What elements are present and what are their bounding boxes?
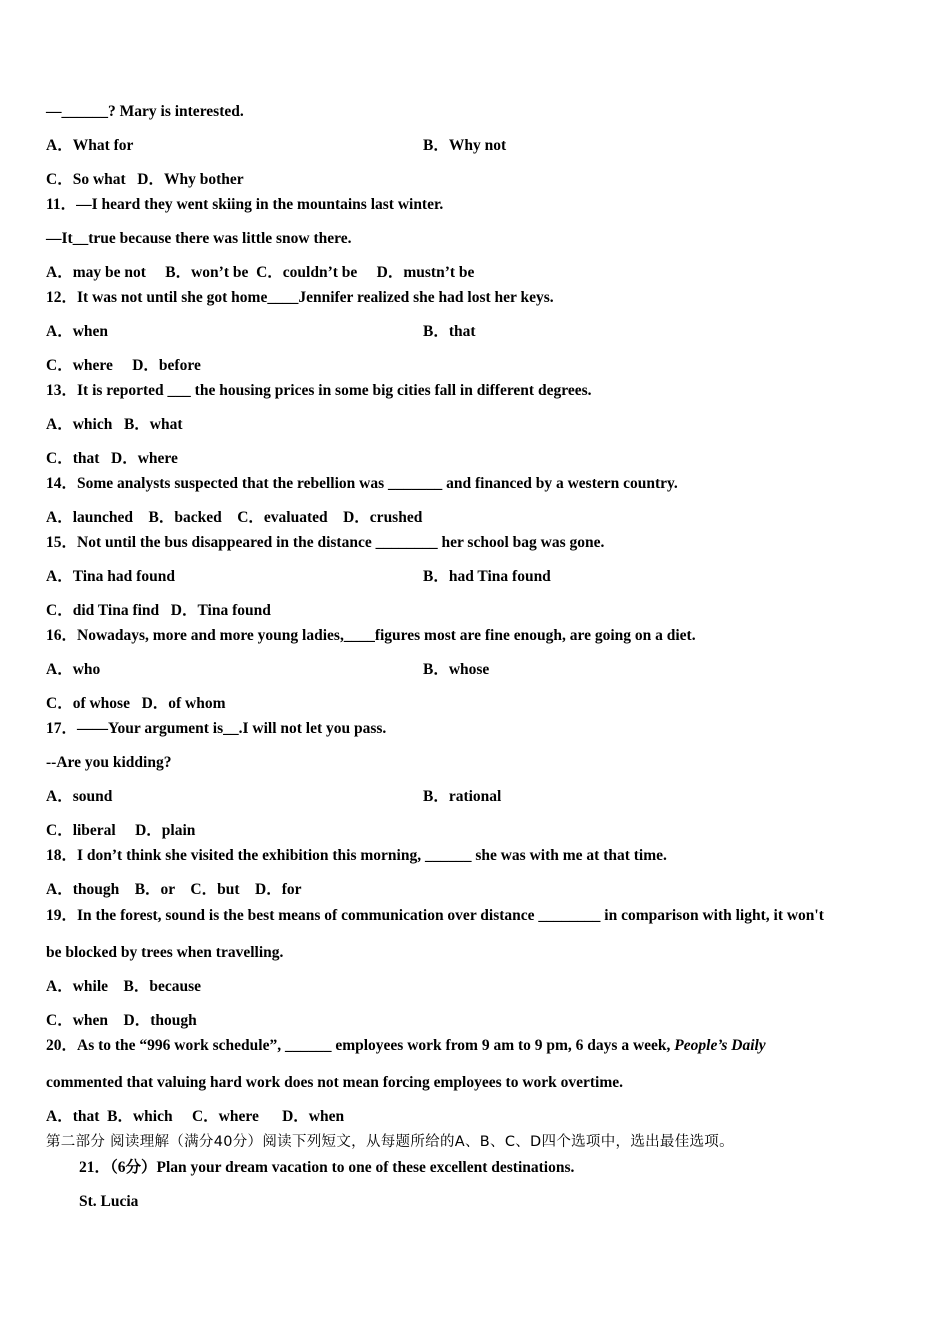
passage-subtitle: St. Lucia <box>79 1193 139 1210</box>
q15-option-b: B．had Tina found <box>423 568 551 585</box>
q17-stem: 17．——Your argument is__.I will not let you pass. <box>46 720 387 737</box>
q20-stem-continued: commented that valuing hard work does not mean forcing employees to work overtime. <box>46 1074 624 1091</box>
q16-option-b: B．whose <box>423 661 490 678</box>
q13-options-ab: A．which B．what <box>46 416 183 433</box>
q10-options-cd: C．So what D．Why bother <box>46 171 244 188</box>
q19-options-cd: C．when D．though <box>46 1012 197 1029</box>
q20-stem-italic: People’s Daily <box>674 1037 766 1054</box>
q19-stem: 19．In the forest, sound is the best means of communication over distance ________ in comparison with light, it won't <box>46 907 824 924</box>
q10-options-ab <box>46 136 507 156</box>
q15-options-cd: C．did Tina find D．Tina found <box>46 602 271 619</box>
q13-stem: 13．It is reported ___ the housing prices in some big cities fall in different degrees. <box>46 382 592 399</box>
q20-stem <box>46 1036 766 1056</box>
q20-stem-text: 20．As to the “996 work schedule”, ______ employees work from 9 am to 9 pm, 6 days a week, <box>46 1037 675 1054</box>
q16-options-cd: C．of whose D．of whom <box>46 695 226 712</box>
q10-option-a: A．What for <box>46 137 134 154</box>
q17-reply: --Are you kidding? <box>46 754 172 771</box>
section-heading: 第二部分 阅读理解（满分40分）阅读下列短文，从每题所给的A、B、C、D四个选项中，选出最佳选项。 <box>46 1134 734 1150</box>
q11-reply: —It__true because there was little snow there. <box>46 230 352 247</box>
q18-options: A．though B．or C．but D．for <box>46 881 302 898</box>
q10-option-b: B．Why not <box>423 137 507 154</box>
q20-options: A．that B．which C．where D．when <box>46 1108 345 1125</box>
q11-stem: 11．—I heard they went skiing in the mountains last winter. <box>46 196 444 213</box>
q18-stem: 18．I don’t think she visited the exhibition this morning, ______ she was with me at that time. <box>46 847 667 864</box>
q12-options-ab <box>46 322 476 342</box>
q17-options-cd: C．liberal D．plain <box>46 822 196 839</box>
q12-option-b: B．that <box>423 323 476 340</box>
q17-option-b: B．rational <box>423 788 502 805</box>
q10-answer-line: —______? Mary is interested. <box>46 103 244 120</box>
q19-options-ab: A．while B．because <box>46 978 202 995</box>
q15-option-a: A．Tina had found <box>46 568 175 585</box>
q15-stem: 15．Not until the bus disappeared in the distance ________ her school bag was gone. <box>46 534 605 551</box>
q16-stem: 16．Nowadays, more and more young ladies,____figures most are fine enough, are going on a diet. <box>46 627 696 644</box>
q17-option-a: A．sound <box>46 788 113 805</box>
q21-stem: 21．（6分）Plan your dream vacation to one of these excellent destinations. <box>79 1159 575 1176</box>
q15-options-ab <box>46 567 551 587</box>
q19-stem-continued: be blocked by trees when travelling. <box>46 944 284 961</box>
q12-option-a: A．when <box>46 323 109 340</box>
q14-options: A．launched B．backed C．evaluated D．crushed <box>46 509 423 526</box>
q13-options-cd: C．that D．where <box>46 450 178 467</box>
q11-options: A．may be not B．won’t be C．couldn’t be D．mustn’t be <box>46 264 475 281</box>
q17-options-ab <box>46 787 502 807</box>
q16-option-a: A．who <box>46 661 101 678</box>
q12-stem: 12．It was not until she got home____Jennifer realized she had lost her keys. <box>46 289 554 306</box>
q12-options-cd: C．where D．before <box>46 357 201 374</box>
q14-stem: 14．Some analysts suspected that the rebellion was _______ and financed by a western country. <box>46 475 678 492</box>
q16-options-ab <box>46 660 490 680</box>
